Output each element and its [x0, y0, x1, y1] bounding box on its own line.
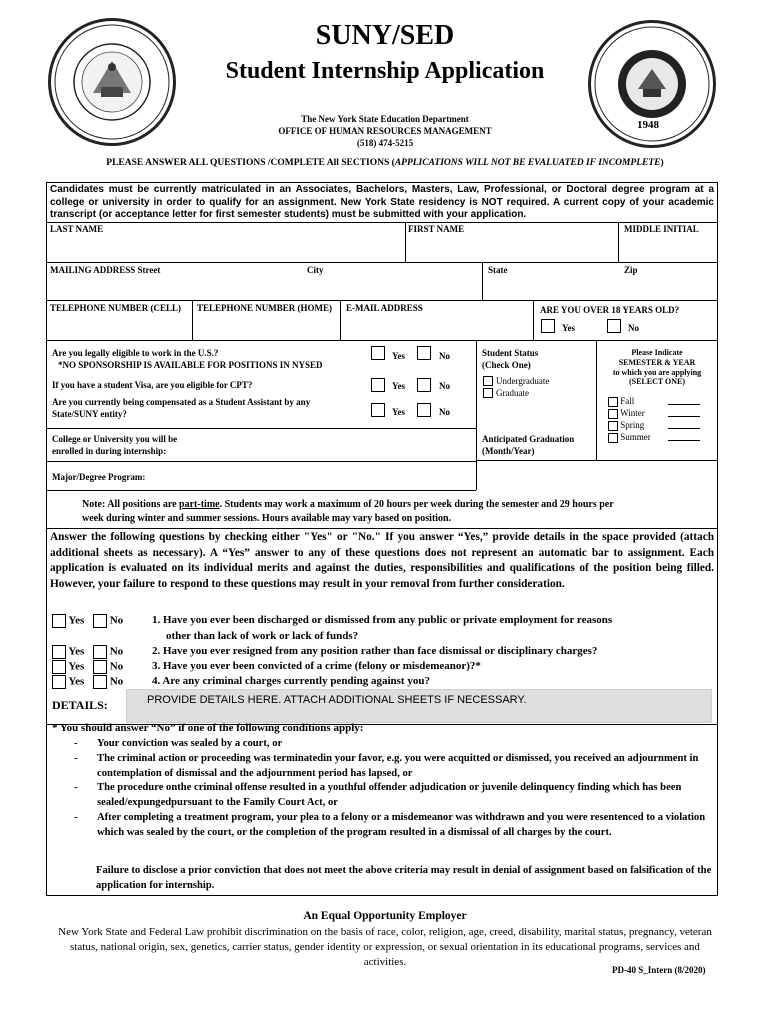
department-name: The New York State Education Department [301, 114, 469, 124]
question-1-cont: other than lack of work or lack of funds? [166, 630, 359, 642]
spring-year-line[interactable] [668, 428, 700, 429]
undergraduate-checkbox[interactable] [483, 376, 493, 386]
q3-yes-checkbox[interactable] [52, 660, 66, 674]
conditions-header: * You should answer “No” if one of the following conditions apply: [52, 722, 364, 734]
mailing-address-input[interactable] [48, 277, 298, 299]
semester-option-winter[interactable] [608, 408, 645, 419]
legal-work-no-checkbox[interactable] [417, 346, 431, 360]
note-line-2: week during winter and summer sessions. Hours available may vary based on position. [82, 513, 452, 524]
over18-yes-label: Yes [562, 323, 575, 333]
question-1-row [52, 614, 123, 628]
graduation-label-2: (Month/Year) [482, 446, 535, 456]
note-prefix: Note: All positions are [82, 499, 180, 510]
over18-no-checkbox[interactable] [607, 319, 621, 333]
eligibility-intro: Candidates must be currently matriculated in an Associates, Bachelors, Masters, Law, Professional, or Doctoral degree program at a college or university in order to qualify for an assignment. New York State residency is NOT required. A current copy of your academic transcript (or acceptance letter for first semester students) must be submitted with your application. [50, 184, 714, 220]
semester-title-4: (SELECT ONE) [628, 377, 686, 386]
question-2-row [52, 645, 123, 659]
spring-label: Spring [620, 420, 645, 430]
note-rest: . Students may work a maximum of 20 hours per week during the semester and 29 hours per [219, 499, 614, 510]
q4-yes-label: Yes [68, 675, 85, 688]
winter-checkbox[interactable] [608, 409, 618, 419]
fall-checkbox[interactable] [608, 397, 618, 407]
cpt-no-checkbox[interactable] [417, 378, 431, 392]
semester-option-spring[interactable] [608, 420, 644, 431]
fall-label: Fall [620, 396, 635, 406]
semester-option-summer[interactable] [608, 432, 651, 443]
last-name-label: LAST NAME [50, 224, 104, 234]
question-1-text: 1. Have you ever been discharged or dismissed from any public or private employment for reasons [152, 614, 613, 626]
question-3-row [52, 660, 123, 674]
question-2-text: 2. Have you ever resigned from any position rather than face dismissal or disciplinary charges? [152, 645, 598, 657]
tel-home-input[interactable] [195, 315, 338, 338]
state-label: State [488, 265, 508, 275]
middle-initial-label: MIDDLE INITIAL [624, 224, 699, 234]
condition-1-text: Your conviction was sealed by a court, or [97, 738, 283, 749]
over18-yes-checkbox[interactable] [541, 319, 555, 333]
question-3-text: 3. Have you ever been convicted of a crime (felony or misdemeanor)?* [152, 660, 481, 672]
cpt-yes-checkbox[interactable] [371, 378, 385, 392]
semester-title-2: SEMESTER & YEAR [618, 358, 696, 367]
condition-3-text: The procedure onthe criminal offense resulted in a youthful offender adjudication or juvenile delinquency finding which has been sealed/expungedpursuant to the Family Court Act, or [97, 782, 682, 809]
student-assistant-no-checkbox[interactable] [417, 403, 431, 417]
instruction-part-a: PLEASE ANSWER ALL QUESTIONS /COMPLETE All SECTIONS ( [106, 158, 395, 168]
q1-yes-label: Yes [68, 614, 85, 627]
form-subtitle: Student Internship Application [225, 58, 545, 84]
legal-work-yes-checkbox[interactable] [371, 346, 385, 360]
question-4-row [52, 675, 123, 689]
q1-no-label: No [109, 614, 124, 627]
condition-4-text: After completing a treatment program, your plea to a felony or a misdemeanor was withdrawn and you were resentenced to a violation which was sealed by the court, or the completion of the program resulted in a dismissal of all charges by the court. [97, 811, 706, 838]
college-label-2: enrolled in during internship: [52, 446, 167, 456]
q4-yes-checkbox[interactable] [52, 675, 66, 689]
legal-work-yes-label: Yes [392, 351, 405, 361]
last-name-input[interactable] [48, 236, 403, 260]
middle-initial-input[interactable] [621, 236, 716, 260]
form-title: SUNY/SED [315, 20, 455, 51]
failure-disclaimer: Failure to disclose a prior conviction that does not meet the above criteria may result in denial of assignment based on falsification of the application for internship. [96, 865, 712, 891]
instruction-line [0, 158, 770, 168]
first-name-label: FIRST NAME [408, 224, 465, 234]
city-input[interactable] [302, 277, 480, 299]
q3-yes-label: Yes [68, 660, 85, 673]
details-textarea[interactable] [126, 689, 712, 723]
undergraduate-label: Undergraduate [496, 376, 550, 386]
condition-item-4: - After completing a treatment program, your plea to a felony or a misdemeanor was withdrawn and you were resentenced to a violation which was sealed by the court, or the completion of the program resulted in a dismissal of all charges by the court. [74, 811, 706, 838]
cpt-question: If you have a student Visa, are you eligible for CPT? [52, 380, 253, 390]
office-name: OFFICE OF HUMAN RESOURCES MANAGEMENT [278, 126, 492, 136]
q1-no-checkbox[interactable] [93, 614, 107, 628]
spring-checkbox[interactable] [608, 421, 618, 431]
details-label: DETAILS: [52, 698, 108, 712]
question-4-text: 4. Are any criminal charges currently pending against you? [152, 675, 430, 687]
semester-title-3: to which you are applying [612, 368, 702, 377]
tel-cell-label: TELEPHONE NUMBER (CELL) [50, 303, 182, 313]
city-label: City [307, 265, 324, 275]
student-status-title: Student Status [482, 348, 539, 358]
q3-no-label: No [109, 660, 124, 673]
legal-work-no-label: No [439, 351, 450, 361]
left-seal-text [52, 152, 172, 153]
winter-label: Winter [620, 408, 645, 418]
semester-option-fall[interactable] [608, 396, 634, 407]
q1-yes-checkbox[interactable] [52, 614, 66, 628]
graduate-checkbox[interactable] [483, 388, 493, 398]
summer-year-line[interactable] [668, 440, 700, 441]
graduation-label-1: Anticipated Graduation [482, 434, 575, 444]
legal-work-question: Are you legally eligible to work in the U.S.? [52, 348, 219, 358]
fall-year-line[interactable] [668, 404, 700, 405]
note-part-time: part-time [179, 499, 220, 510]
student-assistant-no-label: No [439, 407, 450, 417]
student-assistant-question-a: Are you currently being compensated as a Student Assistant by any [52, 397, 311, 407]
first-name-input[interactable] [408, 236, 616, 260]
sponsorship-note: *NO SPONSORSHIP IS AVAILABLE FOR POSITIONS IN NYSED [58, 360, 323, 370]
condition-item-2: - The criminal action or proceeding was terminatedin your favor, e.g. you were acquitted or dismissed, you received an adjournment in contemplation of dismissal and the adjournment period has lapsed, or [74, 752, 699, 779]
winter-year-line[interactable] [668, 416, 700, 417]
q2-no-label: No [109, 645, 124, 658]
condition-2-text: The criminal action or proceeding was terminatedin your favor, e.g. you were acquitted or dismissed, you received an adjournment in contemplation of dismissal and the adjournment period has lapsed, or [97, 752, 699, 779]
over18-label: ARE YOU OVER 18 YEARS OLD? [540, 305, 680, 315]
over18-no-label: No [628, 323, 639, 333]
part-time-note [82, 498, 702, 526]
cpt-yes-label: Yes [392, 381, 405, 391]
student-status-sub: (Check One) [482, 360, 531, 370]
q3-no-checkbox[interactable] [93, 660, 107, 674]
q2-yes-label: Yes [68, 645, 85, 658]
student-assistant-question-b: State/SUNY entity? [52, 409, 127, 419]
suny-year: 1948 [637, 119, 659, 131]
email-label: E-MAIL ADDRESS [346, 303, 423, 313]
details-placeholder: PROVIDE DETAILS HERE. ATTACH ADDITIONAL SHEETS IF NECESSARY. [147, 694, 527, 706]
q2-no-checkbox[interactable] [93, 645, 107, 659]
condition-item-3: - The procedure onthe criminal offense resulted in a youthful offender adjudication or juvenile delinquency finding which has been sealed/expungedpursuant to the Family Court Act, or [74, 782, 682, 809]
instruction-part-b: APPLICATIONS WILL NOT BE EVALUATED IF INCOMPLETE [394, 158, 661, 168]
questions-intro: Answer the following questions by checking either "Yes" or "No." If you answer “Yes,” provide details in the space provided (attach additional sheets as necessary). A “Yes” answer to any of these questions does not represent an automatic bar to assignment. Each application is evaluated on its individual merits and against the duties, responsibilities and qualifications of the position being filled. However, your failure to respond to these questions may result in your removal from further consideration. [50, 531, 714, 590]
tel-cell-input[interactable] [48, 315, 190, 338]
state-input[interactable] [486, 277, 616, 299]
zip-input[interactable] [620, 277, 716, 299]
major-input[interactable] [160, 466, 472, 488]
q4-no-label: No [109, 675, 124, 688]
eeo-text: New York State and Federal Law prohibit discrimination on the basis of race, color, religion, age, creed, disability, marital status, pregnancy, veteran status, national origin, sex, genetics, carrier status, gender identity or expression, or sexual orientation in its educational programs, services and activities. [58, 926, 712, 968]
tel-home-label: TELEPHONE NUMBER (HOME) [197, 303, 333, 313]
eeo-title: An Equal Opportunity Employer [303, 910, 467, 922]
form-id: PD-40 S_Intern (8/2020) [612, 965, 706, 975]
condition-item-1: - Your conviction was sealed by a court, or [74, 738, 283, 749]
email-input[interactable] [343, 315, 531, 338]
office-phone: (518) 474-5215 [356, 138, 414, 148]
summer-label: Summer [620, 432, 651, 442]
student-assistant-yes-label: Yes [392, 407, 405, 417]
mailing-address-label: MAILING ADDRESS Street [50, 265, 161, 275]
college-input[interactable] [210, 432, 472, 458]
q2-yes-checkbox[interactable] [52, 645, 66, 659]
major-label: Major/Degree Program: [52, 472, 146, 482]
conditions-list [72, 737, 712, 841]
student-assistant-yes-checkbox[interactable] [371, 403, 385, 417]
instruction-part-c: ) [660, 158, 664, 168]
summer-checkbox[interactable] [608, 433, 618, 443]
semester-title-1: Please Indicate [631, 348, 683, 357]
cpt-no-label: No [439, 381, 450, 391]
college-label-1: College or University you will be [52, 434, 178, 444]
q4-no-checkbox[interactable] [93, 675, 107, 689]
graduate-label: Graduate [496, 388, 529, 398]
zip-label: Zip [624, 265, 638, 275]
